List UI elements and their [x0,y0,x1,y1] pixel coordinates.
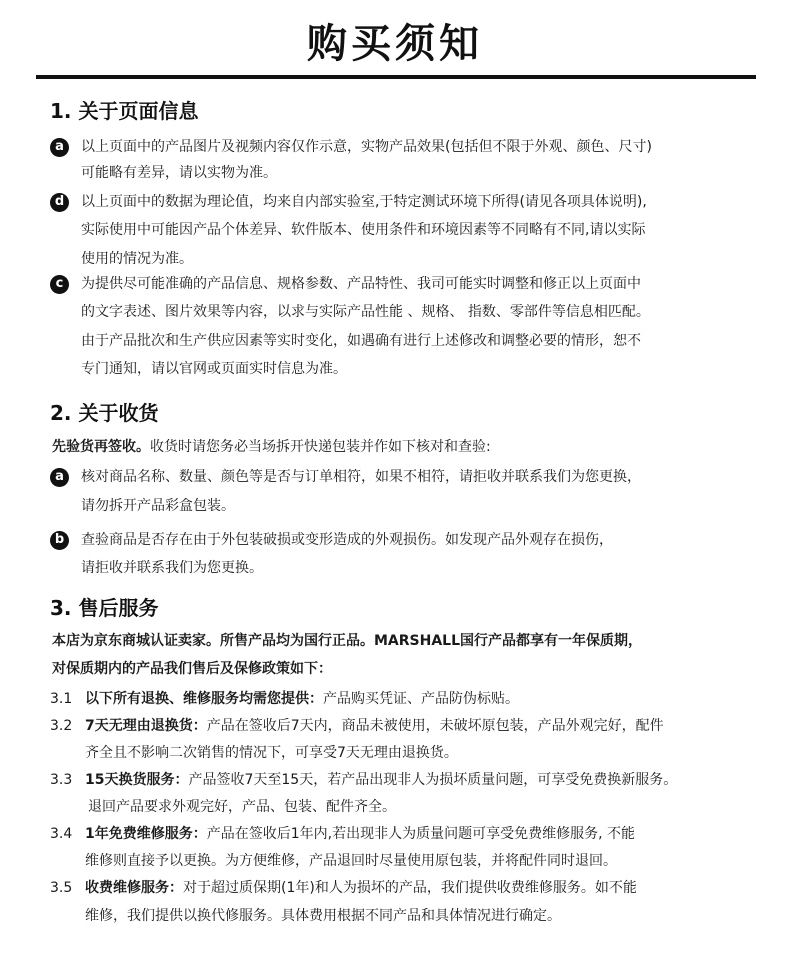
item-title: 7天无理由退换货： [85,718,207,734]
item-continuation: 齐全且不影响二次销售的情况下，可享受7天无理由退换货。 [85,745,458,761]
section-3-heading: 3. 售后服务 [50,596,159,620]
item-continuation: 退回产品要求外观完好，产品、包装、配件齐全。 [88,799,396,815]
item-continuation: 维修，我们提供以换代修服务。具体费用根据不同产品和具体情况进行确定。 [85,908,561,924]
s1-c-line-3: 由于产品批次和生产供应因素等实时变化，如遇确有进行上述修改和调整必要的情形，恕不 [81,333,641,349]
service-item-3-3 [85,770,677,790]
item-text: 产品购买凭证、产品防伪标贴。 [323,691,519,707]
service-item-3-4 [85,824,635,844]
item-text: 产品在签收后7天内，商品未被使用，未破坏原包装，产品外观完好，配件 [206,718,664,734]
item-text: 产品签收7天至15天，若产品出现非人为损坏质量问题，可享受免费换新服务。 [188,772,678,788]
s2-b-line-1: 查验商品是否存在由于外包装破损或变形造成的外观损伤。如发现产品外观存在损伤， [81,532,613,548]
s3-intro-line-1: 本店为京东商城认证卖家。所售产品均为国行正品。MARSHALL国行产品都享有一年保质期， [52,633,643,649]
section-2-heading: 2. 关于收货 [50,401,159,425]
item-text: 对于超过质保期(1年)和人为损坏的产品，我们提供收费维修服务。如不能 [183,880,637,896]
item-number: 3.1 [50,691,73,707]
service-item-3-1 [85,689,519,709]
s1-a-line-1: 以上页面中的产品图片及视频内容仅作示意，实物产品效果(包括但不限于外观、颜色、尺寸) [81,139,652,155]
s2-intro [52,437,491,457]
s2-a-line-1: 核对商品名称、数量、颜色等是否与订单相符，如果不相符，请拒收并联系我们为您更换， [81,469,641,485]
item-continuation: 维修则直接予以更换。为方便维修，产品退回时尽量使用原包装，并将配件同时退回。 [85,853,617,869]
s1-d-line-3: 使用的情况为准。 [81,251,193,267]
s3-intro-line-2: 对保质期内的产品我们售后及保修政策如下： [52,661,332,677]
item-number: 3.3 [50,772,73,788]
item-title: 1年免费维修服务： [85,826,207,842]
s1-c-line-1: 为提供尽可能准确的产品信息、规格参数、产品特性、我司可能实时调整和修正以上页面中 [81,276,641,292]
service-item-3-2 [85,716,664,736]
service-item-3-5 [85,878,637,898]
s1-d-line-1: 以上页面中的数据为理论值，均来自内部实验室,于特定测试环境下所得(请见各项具体说明), [81,194,647,210]
s1-a-line-2: 可能略有差异，请以实物为准。 [81,165,277,181]
item-number: 3.5 [50,880,73,896]
section-1-heading: 1. 关于页面信息 [50,99,199,123]
s2-intro-bold: 先验货再签收。 [52,439,150,455]
item-title: 15天换货服务： [85,772,189,788]
s1-d-line-2: 实际使用中可能因产品个体差异、软件版本、使用条件和环境因素等不同略有不同,请以实际 [81,222,646,238]
item-number: 3.2 [50,718,73,734]
page-title: 购买须知 [307,21,483,67]
item-text: 产品在签收后1年内,若出现非人为质量问题可享受免费维修服务, 不能 [206,826,636,842]
badge-a-icon: a [50,138,69,157]
s1-c-line-4: 专门通知，请以官网或页面实时信息为准。 [81,361,347,377]
item-title: 收费维修服务： [85,880,183,896]
badge-d-icon: d [50,193,69,212]
title-divider [36,75,756,79]
s2-b-line-2: 请拒收并联系我们为您更换。 [81,560,263,576]
s1-c-line-2: 的文字表述、图片效果等内容，以求与实际产品性能 、规格、 指数、零部件等信息相匹配。 [81,304,650,320]
badge-a-icon: a [50,468,69,487]
badge-c-icon: c [50,275,69,294]
badge-b-icon: b [50,531,69,550]
item-title: 以下所有退换、维修服务均需您提供： [85,691,323,707]
item-number: 3.4 [50,826,73,842]
s2-intro-rest: 收货时请您务必当场拆开快递包装并作如下核对和查验: [150,439,491,455]
s2-a-line-2: 请勿拆开产品彩盒包装。 [81,498,235,514]
